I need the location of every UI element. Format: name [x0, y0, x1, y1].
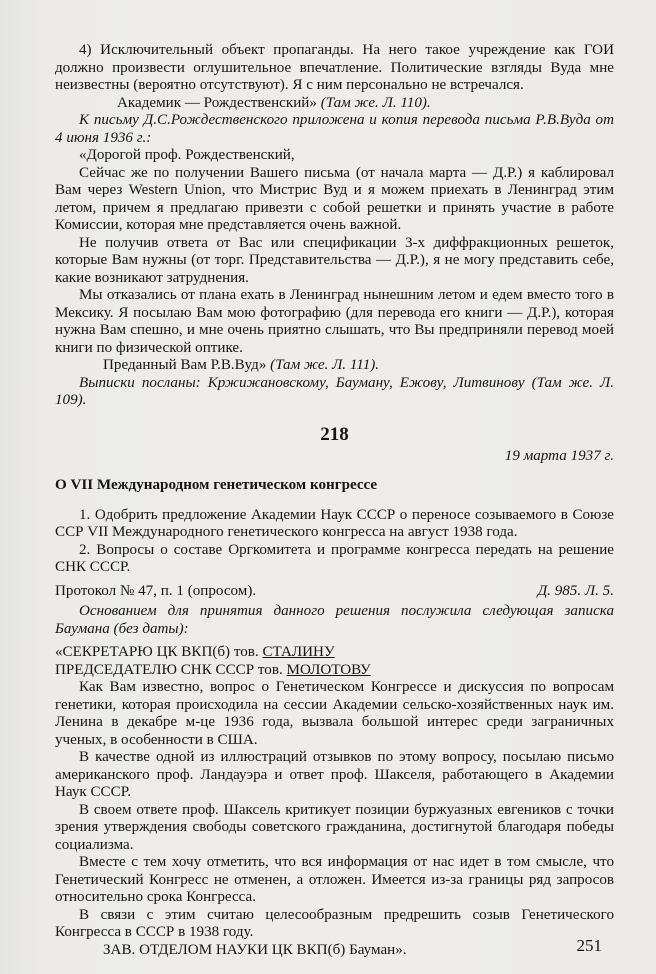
resolution-item: 1. Одобрить предложение Академии Наук СССР о переносе созываемого в Союзе ССР VII Международного генетического конгресса на август 1938 года.	[55, 506, 614, 540]
protocol-line	[55, 583, 614, 601]
letter-paragraph: Мы отказались от плана ехать в Ленинград нынешним летом и едем вместо того в Мексику. Я посылаю Вам мою фотографию (для перевода его книги — Д.Р.), которая нужна Вам спешно, и мне очень приятно слышать, что Вы предприняли перевод моей книги по физической оптике.	[55, 287, 614, 356]
protocol-reference: Протокол № 47, п. 1 (опросом).	[55, 582, 257, 599]
page-number: 251	[576, 936, 602, 955]
letter-greeting: «Дорогой проф. Рождественский,	[79, 147, 295, 163]
signature-text: Академик — Рождественский»	[117, 94, 317, 111]
memo-paragraph: В связи с этим считаю целесообразным предрешить созыв Генетического Конгресса в СССР в 1938 году.	[55, 906, 614, 940]
memo-paragraph: Как Вам известно, вопрос о Генетическом Конгрессе и дискуссия по вопросам генетики, которая происходила на сессии Академии сельско-хозяйственных наук им. Ленина в декабре м-це 1936 года, вызвала большой интерес среди заграничных ученых, в особенности в США.	[55, 679, 614, 748]
signature-rozhdestvensky	[55, 95, 614, 113]
addressee-name: МОЛОТОВУ	[286, 661, 371, 678]
memo-addressee-molotov	[55, 662, 614, 680]
addressee-name: СТАЛИНУ	[262, 644, 335, 660]
resolution-item: 2. Вопросы о составе Оргкомитета и программе конгресса передать на решение СНК СССР.	[55, 541, 614, 575]
document-title: О VII Международном генетическом конгрессе	[55, 477, 378, 493]
letter-paragraph: Сейчас же по получении Вашего письма (от начала марта — Д.Р.) я каблировал Вам через Western Union, что Мистрис Вуд и я можем приехать в Ленинград этим летом, причем я предлагаю привезти с собой решетки и принять участие в работе Комиссии, которая мне представляется очень важной.	[55, 164, 614, 233]
memo-paragraph: В качестве одной из иллюстраций отзывков по этому вопросу, посылаю письмо американского проф. Ландауэра и ответ проф. Шакселя, работающего в Академии Наук СССР.	[55, 749, 614, 800]
editorial-note-basis: Основанием для принятия данного решения послужила следующая записка Баумана (без даты):	[55, 603, 614, 637]
archive-reference: Д. 985. Л. 5.	[537, 582, 614, 599]
archive-reference: (Там же. Л. 110).	[320, 94, 431, 111]
archive-reference: (Там же. Л. 111).	[270, 357, 380, 373]
document-date: 19 марта 1937 г.	[504, 447, 614, 464]
memo-addressee-stalin	[55, 644, 614, 662]
signature-text: Преданный Вам Р.В.Вуд»	[103, 357, 267, 373]
paragraph-point-4: 4) Исключительный объект пропаганды. На него такое учреждение как ГОИ должно произвести оглушительное впечатление. Политические взгляды Вуда мне неизвестны (вероятно отсутствуют). Я с ним персонально не встречался.	[55, 42, 614, 93]
memo-paragraph: Вместе с тем хочу отметить, что вся информация от нас идет в том смысле, что Генетический Конгресс не отменен, а отложен. Имеется из-за границы ряд запросов относительно срока Конгресса.	[55, 854, 614, 905]
editorial-note-attachment: К письму Д.С.Рождественского приложена и копия перевода письма Р.В.Вуда от 4 июня 1936 г.:	[55, 112, 614, 146]
document-number: 218	[320, 423, 349, 445]
memo-paragraph: В своем ответе проф. Шаксель критикует позиции буржуазных евгеников с точки зрения утверждения свободы советского гражданина, достигнутой благодаря победы социализма.	[55, 801, 614, 853]
addressee-title: «СЕКРЕТАРЮ ЦК ВКП(б) тов.	[55, 644, 263, 660]
addressee-title: ПРЕДСЕДАТЕЛЮ СНК СССР тов.	[55, 661, 287, 678]
letter-paragraph: Не получив ответа от Вас или спецификации 3-х диффракционных решеток, которые Вам нужны (от торг. Представительства — Д.Р.), я не могу представить себе, какие возникают затруднения.	[55, 234, 614, 286]
memo-signature: ЗАВ. ОТДЕЛОМ НАУКИ ЦК ВКП(б) Бауман».	[103, 941, 407, 958]
editorial-note-distribution: Выписки посланы: Кржижановскому, Бауману, Ежову, Литвинову (Там же. Л. 109).	[55, 374, 614, 408]
signature-wood	[55, 357, 614, 375]
